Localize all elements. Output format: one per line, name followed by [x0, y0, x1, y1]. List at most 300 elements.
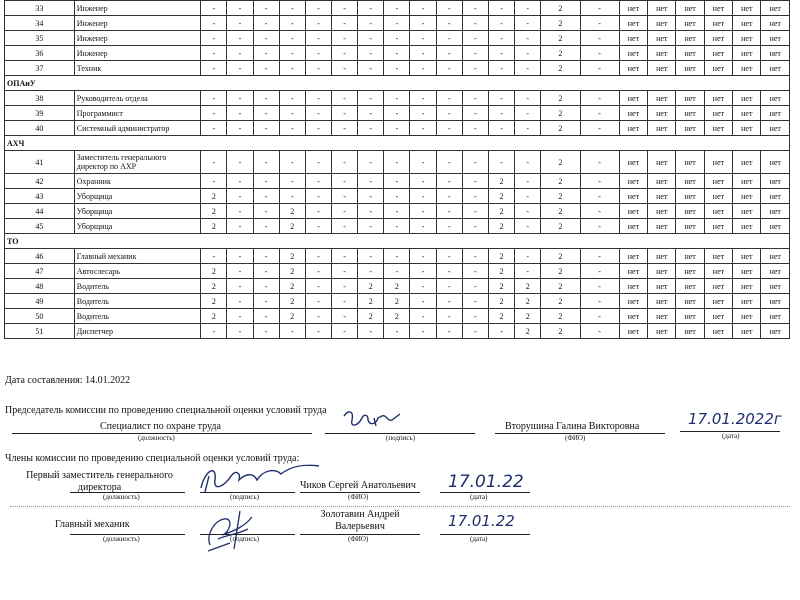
chairman-signature-caption: (подпись) [386, 434, 416, 442]
value-cell: - [436, 249, 462, 264]
value-cell: - [580, 91, 619, 106]
value-cell: - [279, 174, 305, 189]
value-cell: нет [761, 16, 790, 31]
value-cell: нет [704, 1, 732, 16]
value-cell: 2 [488, 264, 514, 279]
value-cell: нет [648, 204, 676, 219]
row-number-cell: 51 [5, 324, 75, 339]
value-cell: - [410, 121, 436, 136]
value-cell: нет [733, 151, 761, 174]
value-cell: - [358, 1, 384, 16]
value-cell: 2 [488, 174, 514, 189]
value-cell: - [332, 249, 358, 264]
value-cell: 2 [279, 294, 305, 309]
value-cell: нет [648, 309, 676, 324]
value-cell: - [253, 61, 279, 76]
table-row [5, 294, 790, 309]
value-cell: нет [761, 31, 790, 46]
value-cell: 2 [279, 219, 305, 234]
value-cell: - [305, 309, 331, 324]
value-cell: - [580, 294, 619, 309]
value-cell: - [436, 264, 462, 279]
row-number-cell: 39 [5, 106, 75, 121]
value-cell: - [436, 294, 462, 309]
member2-position: Главный механик [55, 519, 130, 530]
position-cell: Водитель [74, 309, 200, 324]
value-cell: - [580, 16, 619, 31]
value-cell: - [305, 121, 331, 136]
position-cell: Инженер [74, 46, 200, 61]
value-cell: - [279, 46, 305, 61]
value-cell: нет [619, 294, 647, 309]
value-cell: - [580, 324, 619, 339]
value-cell: - [201, 31, 227, 46]
value-cell: нет [704, 249, 732, 264]
value-cell: - [358, 174, 384, 189]
value-cell: нет [704, 219, 732, 234]
chairman-signature-image [340, 406, 410, 434]
value-cell: - [227, 61, 253, 76]
value-cell: - [462, 309, 488, 324]
value-cell: 2 [279, 249, 305, 264]
value-cell: - [436, 16, 462, 31]
value-cell: нет [733, 189, 761, 204]
value-cell: - [580, 189, 619, 204]
table-row [5, 1, 790, 16]
value-cell: нет [619, 46, 647, 61]
position-cell: Главный механик [74, 249, 200, 264]
value-cell: 2 [384, 294, 410, 309]
value-cell: - [410, 151, 436, 174]
row-number-cell: 50 [5, 309, 75, 324]
value-cell: - [515, 264, 541, 279]
value-cell: - [384, 31, 410, 46]
value-cell: нет [761, 279, 790, 294]
value-cell: - [384, 106, 410, 121]
value-cell: - [201, 61, 227, 76]
value-cell: - [332, 294, 358, 309]
value-cell: - [253, 91, 279, 106]
value-cell: - [436, 219, 462, 234]
value-cell: нет [619, 204, 647, 219]
table-row [5, 31, 790, 46]
value-cell: - [305, 279, 331, 294]
value-cell: - [332, 264, 358, 279]
value-cell: - [332, 279, 358, 294]
row-number-cell: 42 [5, 174, 75, 189]
value-cell: - [305, 324, 331, 339]
value-cell: - [332, 91, 358, 106]
table-row [5, 309, 790, 324]
value-cell: нет [761, 1, 790, 16]
value-cell: 2 [279, 264, 305, 279]
value-cell: нет [761, 91, 790, 106]
value-cell: 2 [488, 279, 514, 294]
value-cell: нет [676, 174, 704, 189]
value-cell: нет [733, 309, 761, 324]
value-cell: - [253, 309, 279, 324]
value-cell: - [253, 46, 279, 61]
row-number-cell: 41 [5, 151, 75, 174]
value-cell: - [253, 279, 279, 294]
member1-date-caption: (дата) [470, 493, 488, 501]
table-row [5, 219, 790, 234]
table-row [5, 204, 790, 219]
value-cell: - [488, 46, 514, 61]
position-cell: Водитель [74, 294, 200, 309]
value-cell: - [253, 16, 279, 31]
value-cell: нет [648, 279, 676, 294]
value-cell: - [384, 174, 410, 189]
value-cell: нет [648, 294, 676, 309]
value-cell: - [436, 91, 462, 106]
value-cell: нет [733, 106, 761, 121]
value-cell: - [462, 16, 488, 31]
value-cell: - [515, 219, 541, 234]
value-cell: - [253, 219, 279, 234]
member1-position: Первый заместитель генерального директора [26, 470, 173, 493]
value-cell: 2 [488, 294, 514, 309]
value-cell: нет [733, 324, 761, 339]
value-cell: нет [648, 121, 676, 136]
value-cell: нет [704, 31, 732, 46]
value-cell: - [410, 1, 436, 16]
value-cell: - [410, 264, 436, 279]
value-cell: - [358, 61, 384, 76]
value-cell: нет [648, 61, 676, 76]
value-cell: - [227, 204, 253, 219]
value-cell: - [462, 204, 488, 219]
value-cell: нет [676, 324, 704, 339]
row-number-cell: 40 [5, 121, 75, 136]
value-cell: нет [704, 204, 732, 219]
value-cell: - [462, 121, 488, 136]
value-cell: 2 [358, 309, 384, 324]
value-cell: - [279, 121, 305, 136]
members-heading: Члены комиссии по проведению специальной оценки условий труда: [5, 453, 300, 464]
sout-results-table [4, 0, 790, 339]
row-number-cell: 34 [5, 16, 75, 31]
value-cell: - [436, 204, 462, 219]
value-cell: - [253, 204, 279, 219]
value-cell: - [358, 204, 384, 219]
value-cell: - [515, 151, 541, 174]
value-cell: - [515, 61, 541, 76]
value-cell: - [279, 324, 305, 339]
value-cell: - [227, 189, 253, 204]
value-cell: нет [761, 309, 790, 324]
value-cell: 2 [541, 174, 580, 189]
value-cell: нет [676, 46, 704, 61]
value-cell: - [515, 121, 541, 136]
value-cell: - [436, 61, 462, 76]
value-cell: нет [676, 309, 704, 324]
value-cell: - [580, 1, 619, 16]
position-cell: Программист [74, 106, 200, 121]
value-cell: нет [704, 16, 732, 31]
value-cell: - [358, 151, 384, 174]
value-cell: - [580, 151, 619, 174]
value-cell: - [332, 46, 358, 61]
row-number-cell: 37 [5, 61, 75, 76]
value-cell: - [305, 91, 331, 106]
value-cell: 2 [541, 16, 580, 31]
value-cell: - [227, 106, 253, 121]
value-cell: - [358, 219, 384, 234]
value-cell: - [384, 189, 410, 204]
value-cell: - [488, 31, 514, 46]
value-cell: нет [733, 279, 761, 294]
value-cell: - [227, 121, 253, 136]
value-cell: нет [733, 249, 761, 264]
value-cell: нет [619, 121, 647, 136]
value-cell: - [580, 174, 619, 189]
value-cell: - [515, 174, 541, 189]
value-cell: - [305, 46, 331, 61]
value-cell: нет [676, 16, 704, 31]
value-cell: - [580, 264, 619, 279]
table-row [5, 264, 790, 279]
value-cell: - [253, 121, 279, 136]
value-cell: - [332, 309, 358, 324]
value-cell: нет [761, 294, 790, 309]
value-cell: - [410, 91, 436, 106]
value-cell: - [436, 309, 462, 324]
value-cell: нет [619, 151, 647, 174]
value-cell: - [410, 46, 436, 61]
value-cell: - [515, 1, 541, 16]
value-cell: - [410, 294, 436, 309]
value-cell: нет [676, 279, 704, 294]
row-number-cell: 44 [5, 204, 75, 219]
value-cell: 2 [201, 219, 227, 234]
value-cell: 2 [279, 279, 305, 294]
value-cell: нет [648, 31, 676, 46]
value-cell: нет [733, 294, 761, 309]
value-cell: - [410, 174, 436, 189]
value-cell: - [462, 61, 488, 76]
value-cell: - [305, 294, 331, 309]
value-cell: нет [733, 204, 761, 219]
value-cell: - [253, 151, 279, 174]
value-cell: - [201, 151, 227, 174]
value-cell: - [515, 189, 541, 204]
value-cell: - [279, 1, 305, 16]
position-cell: Заместитель генерального директор по АХР [74, 151, 200, 174]
value-cell: нет [648, 219, 676, 234]
chairman-position: Специалист по охране труда [100, 421, 221, 432]
table-row [5, 324, 790, 339]
member2-date-caption: (дата) [470, 535, 488, 543]
value-cell: нет [648, 189, 676, 204]
value-cell: 2 [201, 189, 227, 204]
value-cell: - [436, 1, 462, 16]
value-cell: - [227, 264, 253, 279]
value-cell: нет [619, 31, 647, 46]
chairman-position-caption: (должность) [138, 434, 175, 442]
value-cell: - [580, 121, 619, 136]
row-number-cell: 49 [5, 294, 75, 309]
position-cell: Инженер [74, 31, 200, 46]
value-cell: нет [676, 204, 704, 219]
value-cell: - [410, 219, 436, 234]
value-cell: нет [761, 121, 790, 136]
value-cell: - [305, 174, 331, 189]
value-cell: нет [704, 309, 732, 324]
value-cell: нет [648, 324, 676, 339]
value-cell: 2 [279, 204, 305, 219]
value-cell: 2 [201, 309, 227, 324]
value-cell: нет [648, 1, 676, 16]
value-cell: - [227, 279, 253, 294]
value-cell: 2 [541, 264, 580, 279]
value-cell: - [305, 219, 331, 234]
member2-signature-caption: (подпись) [230, 535, 260, 543]
table-row [5, 61, 790, 76]
value-cell: - [227, 294, 253, 309]
value-cell: нет [619, 91, 647, 106]
value-cell: нет [619, 106, 647, 121]
value-cell: - [227, 249, 253, 264]
value-cell: - [358, 249, 384, 264]
value-cell: нет [761, 151, 790, 174]
value-cell: - [580, 61, 619, 76]
value-cell: - [305, 1, 331, 16]
value-cell: нет [761, 174, 790, 189]
value-cell: нет [619, 174, 647, 189]
position-cell: Техник [74, 61, 200, 76]
value-cell: нет [733, 61, 761, 76]
value-cell: - [253, 31, 279, 46]
position-cell: Уборщица [74, 219, 200, 234]
value-cell: - [279, 91, 305, 106]
value-cell: - [462, 264, 488, 279]
value-cell: 2 [515, 309, 541, 324]
value-cell: - [436, 31, 462, 46]
value-cell: 2 [488, 219, 514, 234]
value-cell: - [410, 309, 436, 324]
value-cell: - [332, 61, 358, 76]
value-cell: нет [676, 294, 704, 309]
value-cell: нет [761, 189, 790, 204]
member2-position-caption: (должность) [103, 535, 140, 543]
value-cell: нет [761, 324, 790, 339]
value-cell: 2 [541, 61, 580, 76]
table-row [5, 249, 790, 264]
value-cell: - [436, 121, 462, 136]
value-cell: 2 [541, 204, 580, 219]
value-cell: - [436, 151, 462, 174]
value-cell: нет [704, 61, 732, 76]
value-cell: - [253, 174, 279, 189]
member1-signature-caption: (подпись) [230, 493, 260, 501]
row-number-cell: 36 [5, 46, 75, 61]
value-cell: - [410, 204, 436, 219]
value-cell: 2 [541, 219, 580, 234]
member1-position-caption: (должность) [103, 493, 140, 501]
value-cell: - [488, 61, 514, 76]
value-cell: - [305, 61, 331, 76]
value-cell: нет [733, 16, 761, 31]
value-cell: - [436, 46, 462, 61]
row-number-cell: 45 [5, 219, 75, 234]
position-cell: Автослесарь [74, 264, 200, 279]
value-cell: - [253, 1, 279, 16]
value-cell: - [515, 31, 541, 46]
row-number-cell: 35 [5, 31, 75, 46]
value-cell: нет [619, 309, 647, 324]
value-cell: нет [676, 1, 704, 16]
value-cell: 2 [384, 279, 410, 294]
value-cell: - [515, 204, 541, 219]
value-cell: 2 [541, 249, 580, 264]
row-number-cell: 38 [5, 91, 75, 106]
value-cell: - [201, 1, 227, 16]
value-cell: нет [704, 121, 732, 136]
chairman-name: Вторушина Галина Викторовна [505, 421, 640, 432]
value-cell: - [462, 249, 488, 264]
value-cell: нет [676, 249, 704, 264]
value-cell: - [227, 91, 253, 106]
value-cell: нет [733, 121, 761, 136]
value-cell: - [462, 91, 488, 106]
section-header-row [5, 136, 790, 151]
value-cell: 2 [541, 294, 580, 309]
value-cell: - [358, 46, 384, 61]
value-cell: - [580, 31, 619, 46]
value-cell: нет [704, 174, 732, 189]
value-cell: - [279, 16, 305, 31]
value-cell: нет [619, 219, 647, 234]
value-cell: - [201, 16, 227, 31]
value-cell: нет [676, 31, 704, 46]
value-cell: нет [704, 189, 732, 204]
value-cell: - [384, 46, 410, 61]
value-cell: - [462, 151, 488, 174]
value-cell: - [332, 204, 358, 219]
section-label: ОПАиУ [5, 76, 790, 91]
value-cell: 2 [541, 151, 580, 174]
row-number-cell: 33 [5, 1, 75, 16]
value-cell: нет [704, 151, 732, 174]
value-cell: - [580, 249, 619, 264]
value-cell: - [462, 294, 488, 309]
table-row [5, 174, 790, 189]
value-cell: 2 [488, 309, 514, 324]
compilation-date: Дата составления: 14.01.2022 [5, 375, 131, 386]
value-cell: - [488, 324, 514, 339]
value-cell: - [436, 106, 462, 121]
value-cell: нет [648, 16, 676, 31]
value-cell: нет [619, 324, 647, 339]
value-cell: нет [648, 91, 676, 106]
value-cell: - [305, 16, 331, 31]
value-cell: - [332, 31, 358, 46]
value-cell: - [462, 324, 488, 339]
value-cell: 2 [201, 204, 227, 219]
value-cell: - [488, 91, 514, 106]
value-cell: - [227, 174, 253, 189]
value-cell: - [227, 309, 253, 324]
value-cell: - [201, 249, 227, 264]
value-cell: - [332, 16, 358, 31]
value-cell: - [358, 106, 384, 121]
value-cell: - [253, 264, 279, 279]
position-cell: Руководитель отдела [74, 91, 200, 106]
value-cell: 2 [541, 324, 580, 339]
value-cell: - [488, 121, 514, 136]
position-cell: Инженер [74, 16, 200, 31]
